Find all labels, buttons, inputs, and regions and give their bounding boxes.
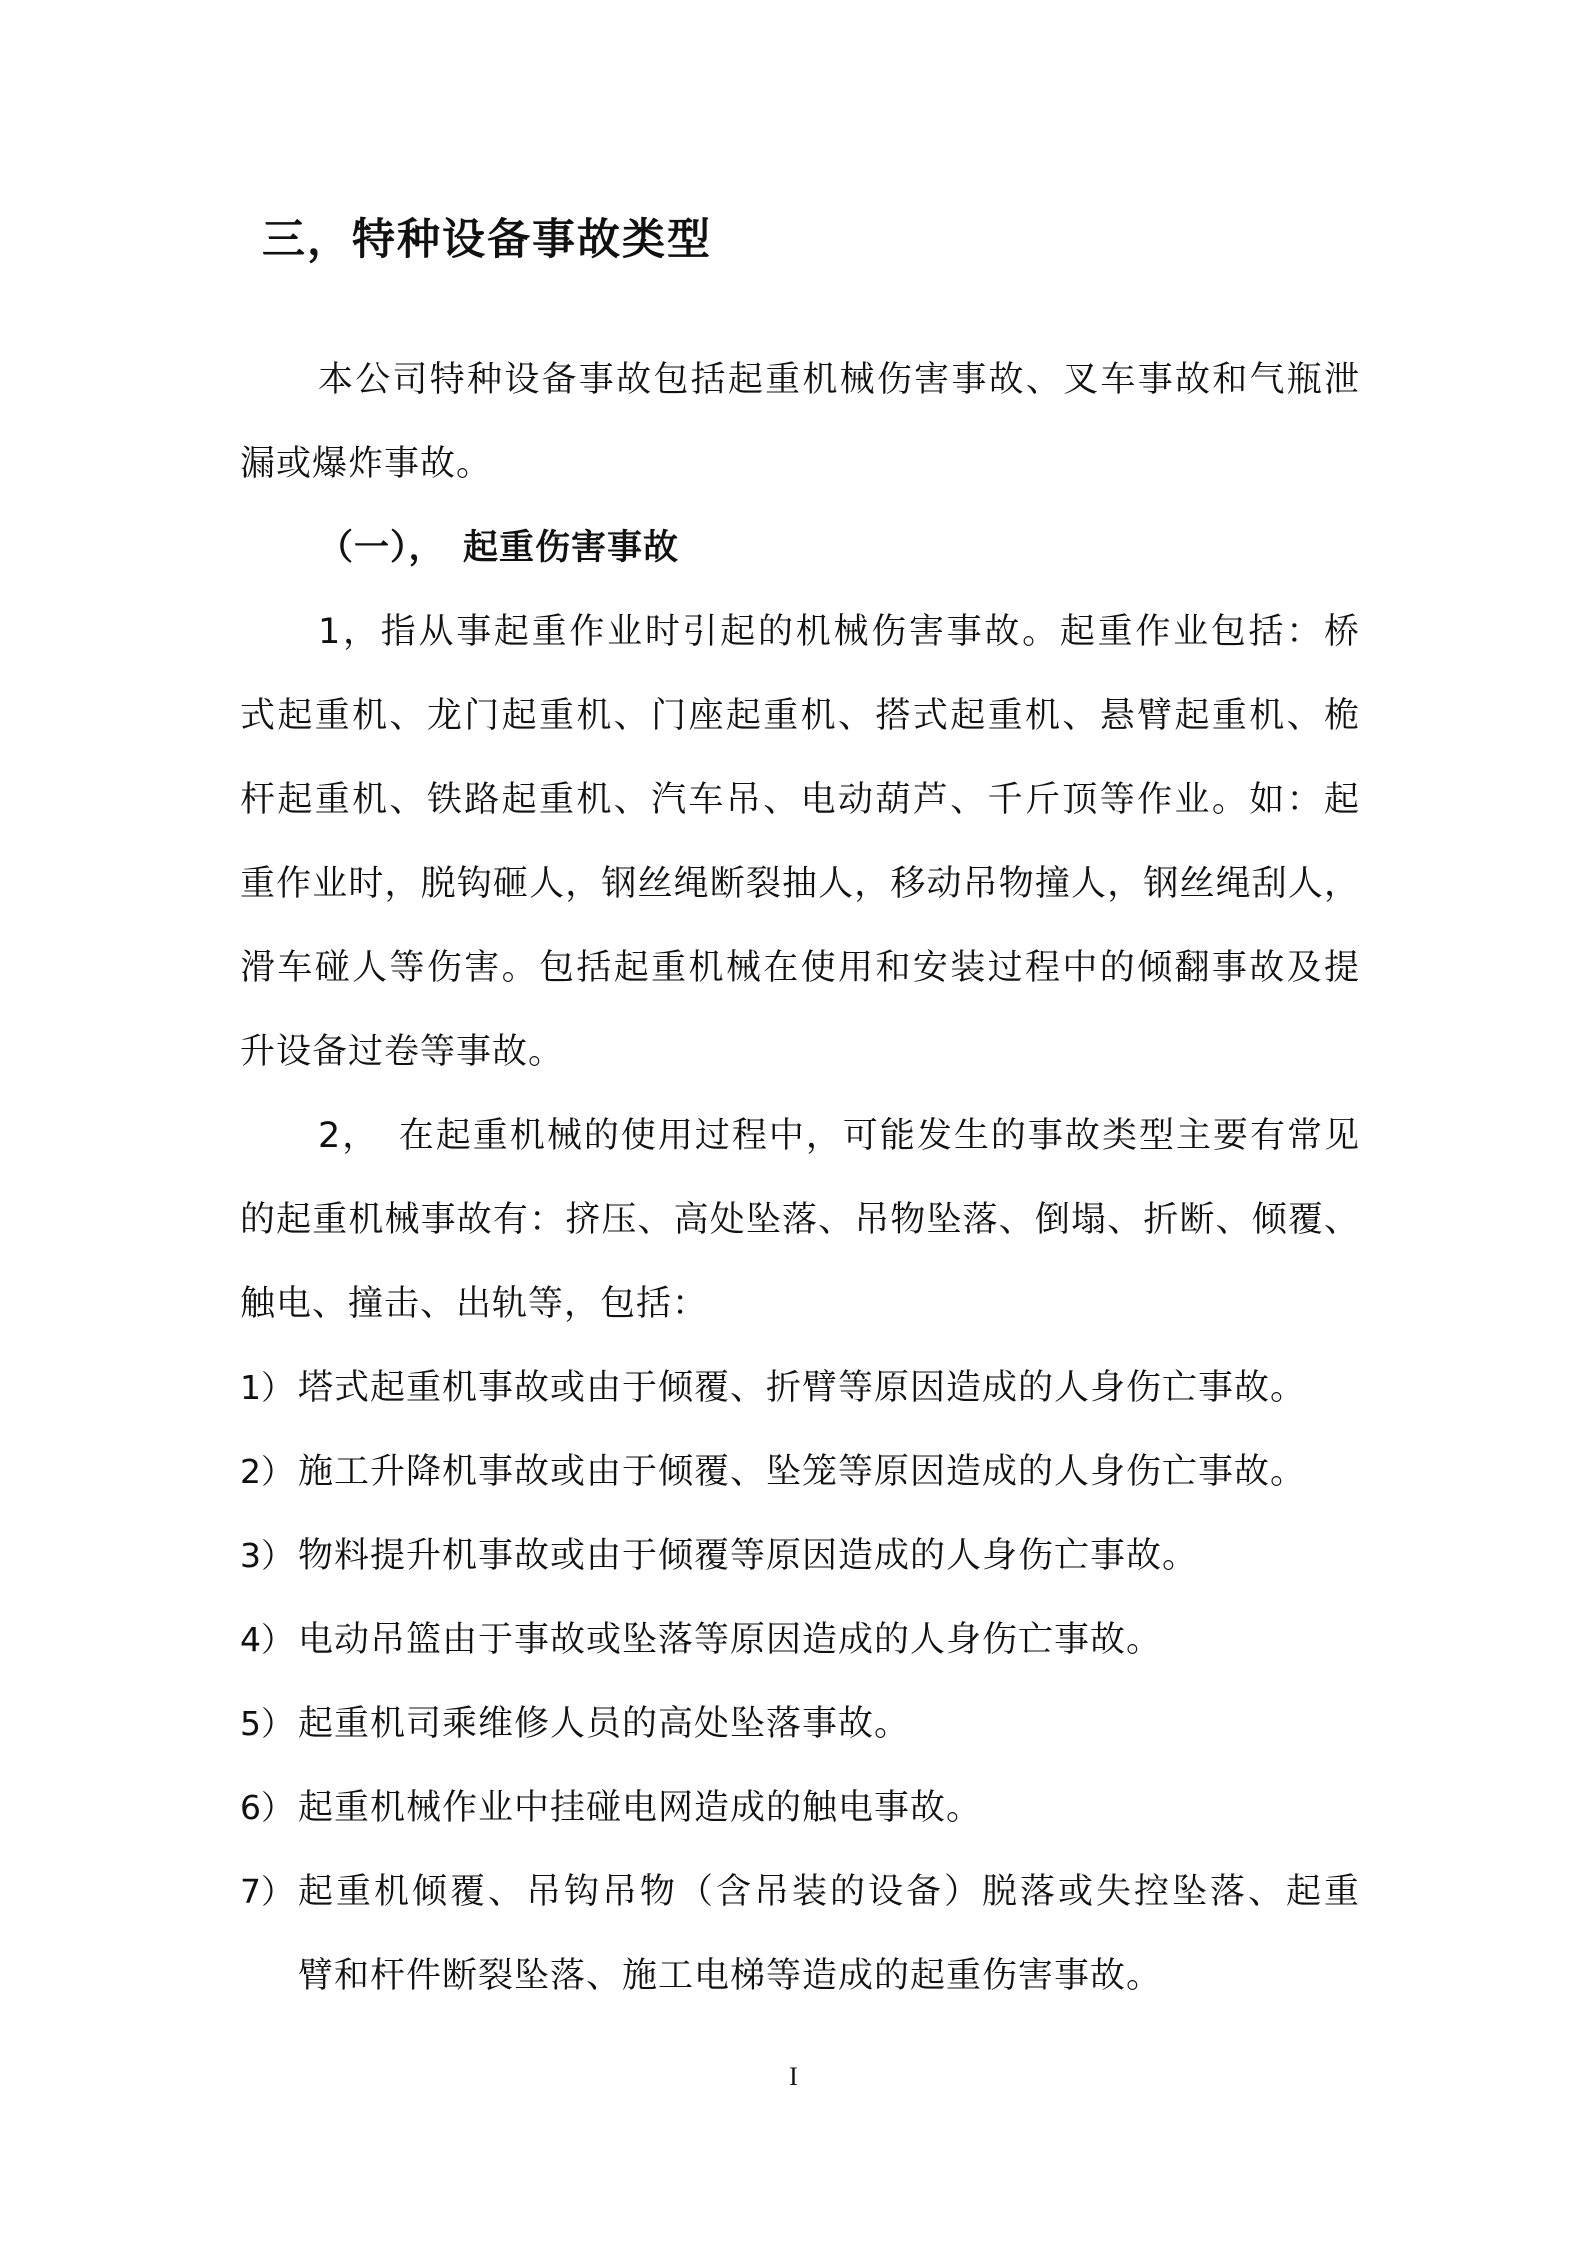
list-item-number: 2） — [240, 1452, 294, 1491]
list-item-number: 4） — [240, 1620, 294, 1659]
para2-line-3: 触电、撞击、出轨等，包括： — [240, 1284, 709, 1324]
list-item-number: 3） — [240, 1536, 294, 1575]
intro-line-1: 本公司特种设备事故包括起重机械伤害事故、叉车事故和气瓶泄 — [318, 360, 1360, 400]
para1-line-4: 重作业时，脱钩砸人，钢丝绳断裂抽人，移动吊物撞人，钢丝绳刮人， — [240, 864, 1360, 904]
para2-line-1: 2， 在起重机械的使用过程中，可能发生的事故类型主要有常见 — [318, 1116, 1360, 1156]
list-item: 电动吊篮由于事故或坠落等原因造成的人身伤亡事故。 — [298, 1620, 1163, 1660]
list-item: 施工升降机事故或由于倾覆、坠笼等原因造成的人身伤亡事故。 — [298, 1452, 1307, 1492]
list-item-number: 6） — [240, 1788, 294, 1827]
para1-line-3: 杆起重机、铁路起重机、汽车吊、电动葫芦、千斤顶等作业。如：起 — [240, 780, 1360, 820]
list-item-continuation: 臂和杆件断裂坠落、施工电梯等造成的起重伤害事故。 — [298, 1956, 1163, 1996]
para1-line-6: 升设备过卷等事故。 — [240, 1032, 565, 1072]
list-item: 塔式起重机事故或由于倾覆、折臂等原因造成的人身伤亡事故。 — [298, 1368, 1307, 1408]
intro-line-2: 漏或爆炸事故。 — [240, 444, 493, 484]
list-item: 起重机司乘维修人员的高处坠落事故。 — [298, 1704, 911, 1744]
para1-line-2: 式起重机、龙门起重机、门座起重机、搭式起重机、悬臂起重机、桅 — [240, 696, 1360, 736]
section-heading: 三，特种设备事故类型 — [262, 215, 712, 265]
page-number: I — [789, 2062, 798, 2091]
para1-line-5: 滑车碰人等伤害。包括起重机械在使用和安装过程中的倾翻事故及提 — [240, 948, 1360, 988]
list-item: 物料提升机事故或由于倾覆等原因造成的人身伤亡事故。 — [298, 1536, 1199, 1576]
list-item-number: 1） — [240, 1368, 294, 1407]
list-item-number: 5） — [240, 1704, 294, 1743]
list-item: 起重机械作业中挂碰电网造成的触电事故。 — [298, 1788, 983, 1828]
list-item-number: 7） — [240, 1872, 294, 1911]
list-item: 起重机倾覆、吊钩吊物（含吊装的设备）脱落或失控坠落、起重 — [298, 1872, 1360, 1912]
subsection-heading: （一）， 起重伤害事故 — [318, 528, 680, 568]
para1-line-1: 1，指从事起重作业时引起的机械伤害事故。起重作业包括：桥 — [318, 612, 1360, 652]
para2-line-2: 的起重机械事故有：挤压、高处坠落、吊物坠落、倒塌、折断、倾覆、 — [240, 1200, 1360, 1240]
